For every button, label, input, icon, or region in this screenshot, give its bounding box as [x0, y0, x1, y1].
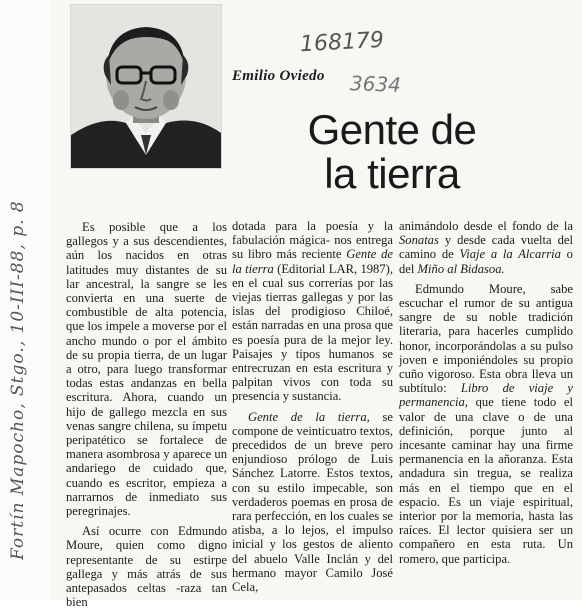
paragraph: [232, 219, 393, 404]
headline-line-1: Gente de: [307, 106, 477, 153]
paragraph-text: (Editorial LAR, 1987), en el cual sus correrías por las viejas tierras gallegas y por las islas del prodigioso Chiloé, están narradas en una prosa que es poesía pura de la mejor ley. Paisajes y tipos humanos se entrecruzan en esta escritura y palpitan vivos con toda su presencia y sustancia.: [232, 261, 393, 404]
book-title: Gente de la tierra: [248, 409, 367, 424]
paragraph-text: y desde cada vuelta del camino de: [399, 233, 573, 262]
handwritten-source-note: Fortín Mapocho, Stgo., 10-III-88, p. 8: [8, 200, 28, 560]
author-photo: [70, 4, 222, 169]
article-column-2: [232, 219, 393, 600]
book-title: Sonatas: [399, 233, 439, 248]
handwritten-code: 3634: [349, 71, 402, 97]
paragraph-text: animándolo desde el fondo de la: [399, 219, 573, 233]
handwritten-catalog-number: 168179: [299, 27, 385, 58]
paragraph-text: Así ocurre con Edmundo Moure, quien como digno representante de su estirpe gallega y más atrás de sus antepasados celtas -raza tan bien: [66, 524, 227, 610]
book-title: Viaje a la Alcarria: [459, 247, 561, 262]
article-column-1: [66, 220, 227, 615]
book-title: Miño al Bidasoa.: [417, 261, 505, 276]
book-subtitle: Libro de viaje y permanencia: [399, 381, 574, 410]
paragraph: Es posible que a los gallegos y a sus descendientes, aún los nacidos en otras latitudes muy distantes de su lar ancestral, la sangre se les convierta en una suerte de combustible de alta potencia, que los impele a moverse por el ancho mundo o por el ámbito de su propia tierra, de un lugar a otro, para luego transformar todas estas andanzas en bella escritura. Ahora, cuando un hijo de gallego mezcla en sus venas sangre chilena, su ímpetu peripatético se fortalece de manera asombrosa y aparece un andariego de cuidado que, cuando es escritor, empieza a narrarnos de inmediato sus peregrinajes.: [66, 220, 227, 519]
paragraph-text: Edmundo Moure, sabe escuchar el rumor de su antigua sangre de su noble tradición literaria, para hacerles cumplido honor, incorporándolas a su pulso joven e imponiéndoles su propio cuño vigoroso. Esta obra lleva un subtítulo:: [399, 281, 573, 396]
portrait-image: [71, 5, 221, 168]
paragraph: [399, 282, 573, 566]
article-column-3: [399, 219, 573, 572]
paragraph-text: , se compone de veinticuatro textos, precedidos de un breve pero enjundioso prólogo de Luis Sánchez Latorre. Estos textos, con su estilo impecable, son verdaderos poemas en prosa de rara perfección, en los cuales se atisba, a lo lejos, el impulso inicial y los gestos de aliento del abuelo Valle Inclán y del hermano mayor Camilo José Cela,: [232, 409, 393, 595]
paragraph-text: dotada para la poesía y la fabulación mágica- nos entrega su libro más reciente: [232, 219, 393, 262]
paragraph-text: , que tiene todo el valor de una clave o de una definición, porque junto al incesante caminar hay una firme permanencia en la añoranza. Esta andadura sin tregua, se realiza más en el tiempo que en el espacio. Es un viaje espiritual, interior por la memoria, hasta las raíces. El lector quisiera ser un compañero en esta ruta. Un romero, que participa.: [399, 395, 573, 566]
paragraph-text: o del: [399, 247, 573, 276]
paragraph: [66, 524, 227, 609]
paragraph: [399, 219, 573, 276]
book-title: Gente de la tierra: [232, 247, 393, 276]
author-byline: Emilio Oviedo: [232, 68, 325, 84]
headline-line-2: la tierra: [324, 150, 460, 197]
paragraph: [232, 410, 393, 595]
article-headline: [292, 108, 492, 196]
